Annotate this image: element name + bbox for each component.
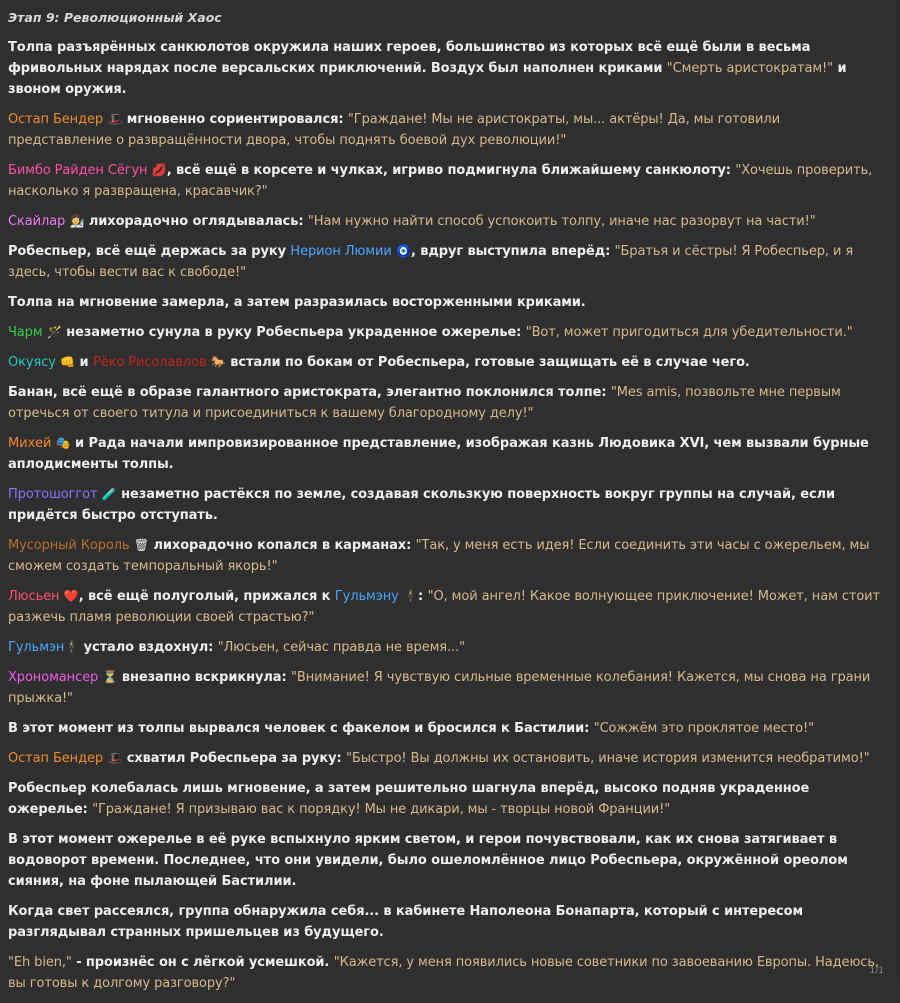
paragraph (8, 586, 888, 628)
quote: "Внимание! Я чувствую сильные временные колебания! Кажется, мы снова на грани прыжка!" (8, 670, 871, 706)
character-name: Гульмэну (334, 589, 399, 604)
paragraph (8, 352, 888, 373)
narration: незаметно сунула в руку Робеспьера украденное ожерелье: (61, 325, 526, 340)
hourglass-icon: ⏳ (102, 670, 118, 684)
nazar-amulet-icon: 🧿 (396, 244, 411, 258)
narration: Толпа на мгновение замерла, а затем разразилась восторженными криками. (8, 295, 586, 310)
narration: лихорадочно оглядывалась: (84, 214, 308, 229)
quote: "Граждане! Я призываю вас к порядку! Мы не дикари, мы - творцы новой Франции!" (92, 802, 671, 817)
character-name: Остап Бендер (8, 112, 104, 127)
paragraph (8, 433, 888, 475)
quote: "Граждане! Мы не аристократы, мы... актёры! Да, мы готовили представление о развращённости двора, чтобы поднять боевой дух революции!" (8, 112, 780, 148)
paragraph (8, 109, 888, 151)
quote: "Сожжём это проклятое место!" (593, 721, 814, 736)
narration: незаметно растёкся по земле, создавая скользкую поверхность вокруг группы на случай, если придётся быстро отступать. (8, 487, 835, 523)
scrollbar[interactable] (896, 0, 900, 977)
paragraph (8, 160, 888, 202)
paragraph (8, 292, 888, 313)
quote: "Быстро! Вы должны их остановить, иначе история изменится необратимо!" (346, 751, 870, 766)
heart-icon: ❤️ (63, 589, 79, 603)
top-hat-icon: 🎩 (107, 751, 123, 765)
character-name: Хрономансер (8, 670, 99, 685)
narration: и звоном оружия. (8, 61, 847, 97)
narration: Банан, всё ещё в образе галантного аристократа, элегантно поклонился толпе: (8, 385, 611, 400)
paragraph (8, 535, 888, 577)
quote: "Mes amis, позвольте мне первым отречься от своего титула и присоединиться к вашему благородному делу!" (8, 385, 841, 421)
narration: В этот момент из толпы вырвался человек с факелом и бросился к Бастилии: (8, 721, 594, 736)
trash-can-icon: 🗑 (133, 538, 150, 552)
paragraph (8, 718, 888, 739)
character-name: Окуясу (8, 355, 56, 370)
quote: "Смерть аристократам!" (666, 61, 834, 76)
suited-man-icon: 🕴 (403, 589, 419, 603)
paragraph (8, 322, 888, 343)
paragraph (8, 778, 888, 820)
quote: "Братья и сёстры! Я Робеспьер, и я здесь, чтобы вести вас к свободе!" (8, 244, 854, 280)
character-name: Нерион Люмии (290, 244, 392, 259)
lips-icon: 💋 (151, 163, 167, 177)
character-name: Люсьен (8, 589, 60, 604)
narration: , всё ещё в корсете и чулках, игриво подмигнула ближайшему санкюлоту: (166, 163, 736, 178)
stage-title: Этап 9: Революционный Хаос (8, 10, 222, 25)
narration: Толпа разъярённых санкюлотов окружила наших героев, большинство из которых всё ещё были в весьма фривольных нарядах после версальских приключений. Воздух был наполнен криками (8, 40, 811, 76)
narration: : (418, 589, 428, 604)
narration: Робеспьер, всё ещё держась за руку (8, 244, 291, 259)
paragraph (8, 484, 888, 526)
character-name: Михей (8, 436, 52, 451)
narration: и Рада начали импровизированное представление, изображая казнь Людовика XVI, чем вызвали бурные аплодисменты толпы. (8, 436, 869, 472)
narration: и (75, 355, 93, 370)
narration: , вдруг выступила вперёд: (410, 244, 615, 259)
paragraph (8, 37, 888, 100)
narration: Когда свет рассеялся, группа обнаружила себя... в кабинете Наполеона Бонапарта, который с интересом разглядывал странных пришельцев из будущего. (8, 904, 804, 940)
quote: "Вот, может пригодиться для убедительности." (525, 325, 853, 340)
narration: внезапно вскрикнула: (117, 670, 291, 685)
quote: "Люсьен, сейчас правда не время..." (217, 640, 465, 655)
narration: В этот момент ожерелье в её руке вспыхнуло ярким светом, и герои почувствовали, как их снова затягивает в водоворот времени. Последнее, что они увидели, было ошеломлённое лицо Робеспьера, окружённой ореолом сияния, на фоне пылающей Бастилии. (8, 832, 848, 889)
character-name: Мусорный Король (8, 538, 130, 553)
paragraph (8, 667, 888, 709)
character-name: Гульмэн (8, 640, 65, 655)
narration: схватил Робеспьера за руку: (122, 751, 347, 766)
narration: Робеспьер колебалась лишь мгновение, а затем решительно шагнула вперёд, высоко подняв украденное ожерелье: (8, 781, 810, 817)
chat-message (8, 7, 888, 1003)
horse-icon: 🐎 (210, 355, 226, 369)
narration: встали по бокам от Робеспьера, готовые защищать её в случае чего. (225, 355, 750, 370)
narration: мгновенно сориентировался: (122, 112, 348, 127)
slime-icon: 🧪 (101, 487, 117, 501)
suited-man-icon: 🕴 (64, 640, 80, 654)
paragraph (8, 952, 888, 994)
narration: , всё ещё полуголый, прижался к (78, 589, 335, 604)
quote: "Хочешь проверить, насколько я развращена, красавчик?" (8, 163, 873, 199)
narration: - произнёс он с лёгкой усмешкой. (71, 955, 334, 970)
theater-masks-icon: 🎭 (55, 436, 71, 450)
character-name: Рёко Рисолавлов (93, 355, 207, 370)
character-name: Скайлар (8, 214, 66, 229)
magic-wand-icon: 🪄 (46, 325, 62, 339)
paragraph (8, 901, 888, 943)
scientist-icon: 👩‍🔬 (69, 214, 85, 228)
paragraph (8, 211, 888, 232)
narration: лихорадочно копался в карманах: (149, 538, 416, 553)
quote: "Кажется, у меня появились новые советники по завоеванию Европы. Надеюсь, вы готовы к долгому разговору?" (8, 955, 879, 991)
top-hat-icon: 🎩 (107, 112, 123, 126)
paragraph (8, 382, 888, 424)
quote: "Eh bien," (8, 955, 72, 970)
paragraph (8, 637, 888, 658)
narration: устало вздохнул: (79, 640, 218, 655)
character-name: Протошоггот (8, 487, 98, 502)
character-name: Бимбо Райден Сёгун (8, 163, 148, 178)
paragraph (8, 829, 888, 892)
page-counter: 1/1 (869, 966, 884, 976)
quote: "Так, у меня есть идея! Если соединить эти часы с ожерельем, мы сможем создать темпоральный якорь!" (8, 538, 870, 574)
paragraph (8, 241, 888, 283)
character-name: Чарм (8, 325, 43, 340)
paragraph (8, 748, 888, 769)
quote: "О, мой ангел! Какое волнующее приключение! Может, нам стоит разжечь пламя революции своей страстью?" (8, 589, 881, 625)
quote: "Нам нужно найти способ успокоить толпу, иначе нас разорвут на части!" (307, 214, 816, 229)
character-name: Остап Бендер (8, 751, 104, 766)
fist-icon: 👊 (60, 355, 76, 369)
